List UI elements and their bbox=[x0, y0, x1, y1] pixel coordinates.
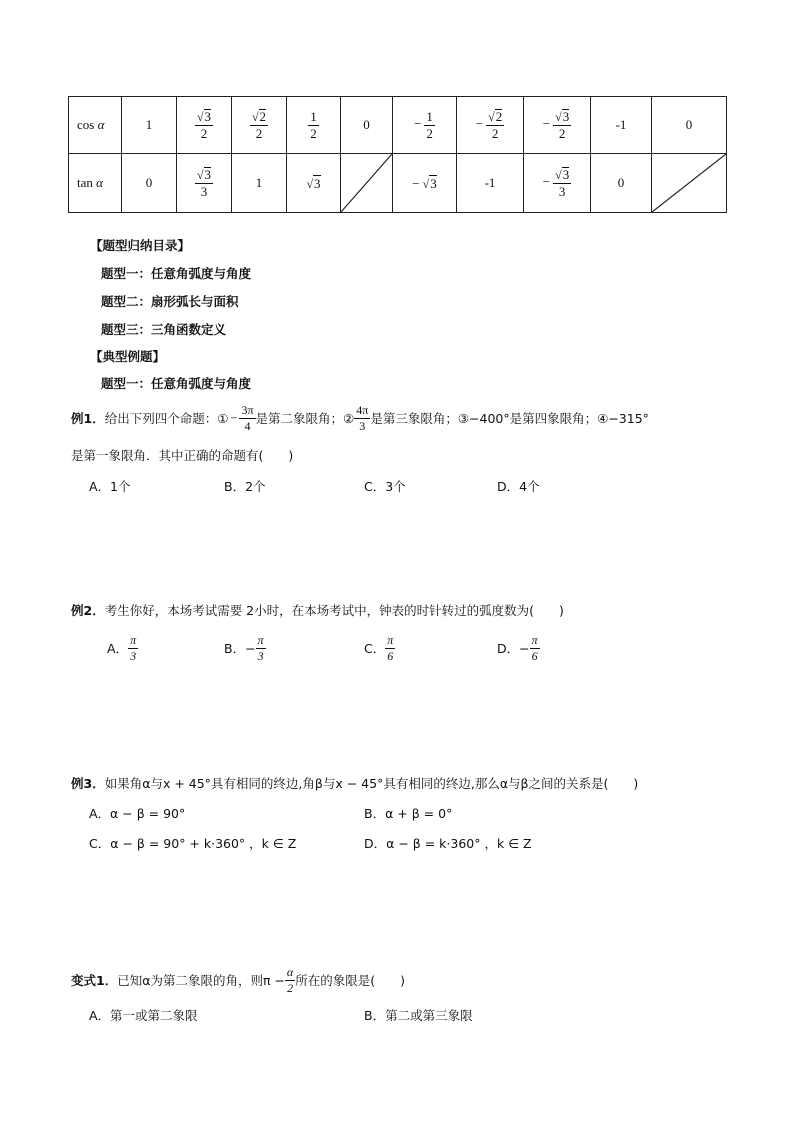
example-2-label: 例2． bbox=[71, 603, 105, 618]
tan-cell-1: 0 bbox=[122, 154, 177, 213]
tan-cell-7: -1 bbox=[457, 154, 524, 213]
variant-1-text-b: 所在的象限是( ) bbox=[295, 973, 405, 989]
section-title-1: 题型一：任意角弧度与角度 bbox=[101, 376, 252, 391]
tan-cell-8: − $\frac{√3}{3}$ bbox=[524, 154, 591, 213]
cos-row-header: cos α bbox=[69, 97, 122, 154]
variant-1-text-a: 已知α为第二象限的角，则π − bbox=[117, 973, 285, 989]
variant-1-question bbox=[71, 966, 405, 994]
example-1-text-c: 是第三象限角；③−400°是第四象限角；④−315° bbox=[370, 411, 649, 427]
tan-cell-6: − √3 bbox=[393, 154, 457, 213]
cos-cell-9: -1 bbox=[591, 97, 652, 154]
example-2-option-a: A． $\frac{\pi}{3}$ bbox=[107, 633, 137, 663]
tan-cell-3: 1 bbox=[232, 154, 287, 213]
cos-cell-10: 0 bbox=[652, 97, 727, 154]
example-3-option-b: B．α + β = 0° bbox=[364, 806, 453, 821]
frac-alpha-2: $\frac{\alpha}{2}$ bbox=[286, 965, 294, 995]
trig-values-table bbox=[68, 96, 727, 213]
example-1-option-b: B．2个 bbox=[224, 479, 266, 494]
cos-cell-6: − $\frac{1}{2}$ bbox=[393, 97, 457, 154]
example-2-option-c: C． $\frac{\pi}{6}$ bbox=[364, 633, 394, 663]
example-2-text: 考生你好，本场考试需要 2小时，在本场考试中，钟表的时针转过的弧度数为( ) bbox=[104, 603, 564, 618]
catalog-item-1: 题型一：任意角弧度与角度 bbox=[101, 266, 252, 281]
tan-row-header: tan α bbox=[69, 154, 122, 213]
catalog-item-3: 题型三：三角函数定义 bbox=[101, 322, 227, 337]
cos-cell-3: $\frac{√2}{2}$ bbox=[232, 97, 287, 154]
cos-cell-1: 1 bbox=[122, 97, 177, 154]
example-1-option-d: D．4个 bbox=[497, 479, 540, 494]
example-2-question bbox=[71, 601, 564, 619]
frac-4pi-3: $\frac{4\pi}{3}$ bbox=[356, 403, 369, 433]
cos-row bbox=[69, 97, 727, 154]
example-3-option-d: D．α − β = k·360° ，k ∈ Z bbox=[364, 836, 532, 851]
example-2-option-b: B．− $\frac{\pi}{3}$ bbox=[224, 633, 264, 663]
examples-heading: 【典型例题】 bbox=[90, 349, 166, 364]
example-1-option-a: A．1个 bbox=[89, 479, 131, 494]
cos-cell-8: − $\frac{√3}{2}$ bbox=[524, 97, 591, 154]
example-1-question: 例1． 给出下列四个命题：① − $\frac{3\pi}{4}$ 是第二象限角；② $\frac{4\pi}{3}$ 是第三象限角；③−400°是第四象限角；④−315° bbox=[71, 403, 649, 433]
tan-cell-5-undefined bbox=[341, 154, 393, 213]
cos-cell-2: $\frac{√3}{2}$ bbox=[177, 97, 232, 154]
tan-cell-9: 0 bbox=[591, 154, 652, 213]
cos-cell-7: − $\frac{√2}{2}$ bbox=[457, 97, 524, 154]
example-2-option-d: D．− $\frac{\pi}{6}$ bbox=[497, 633, 538, 663]
tan-cell-4: √3 bbox=[287, 154, 341, 213]
example-1-text-a: 给出下列四个命题：① bbox=[104, 411, 229, 427]
variant-1-option-a: A．第一或第二象限 bbox=[89, 1008, 198, 1023]
tan-cell-2: $\frac{√3}{3}$ bbox=[177, 154, 232, 213]
tan-row bbox=[69, 154, 727, 213]
example-1-text-b: 是第二象限角；② bbox=[255, 411, 355, 427]
variant-1-label: 变式1． bbox=[71, 973, 118, 989]
example-1-label: 例1． bbox=[71, 411, 105, 427]
catalog-heading: 【题型归纳目录】 bbox=[90, 238, 191, 253]
variant-1-option-b: B．第二或第三象限 bbox=[364, 1008, 473, 1023]
example-1-option-c: C．3个 bbox=[364, 479, 406, 494]
example-1-line-2: 是第一象限角．其中正确的命题有( ) bbox=[71, 448, 294, 463]
example-3-option-a: A．α − β = 90° bbox=[89, 806, 186, 821]
example-3-question bbox=[71, 774, 638, 792]
catalog-item-2: 题型二：扇形弧长与面积 bbox=[101, 294, 239, 309]
tan-cell-10-undefined bbox=[652, 154, 727, 213]
frac-3pi-4: $\frac{3\pi}{4}$ bbox=[241, 403, 254, 433]
example-3-label: 例3． bbox=[71, 776, 105, 791]
example-3-text: 如果角α与x + 45°具有相同的终边,角β与x − 45°具有相同的终边,那么α与β之间的关系是( ) bbox=[104, 776, 639, 791]
example-3-option-c: C．α − β = 90° + k·360° ，k ∈ Z bbox=[89, 836, 297, 851]
cos-cell-4: $\frac{1}{2}$ bbox=[287, 97, 341, 154]
cos-cell-5: 0 bbox=[341, 97, 393, 154]
